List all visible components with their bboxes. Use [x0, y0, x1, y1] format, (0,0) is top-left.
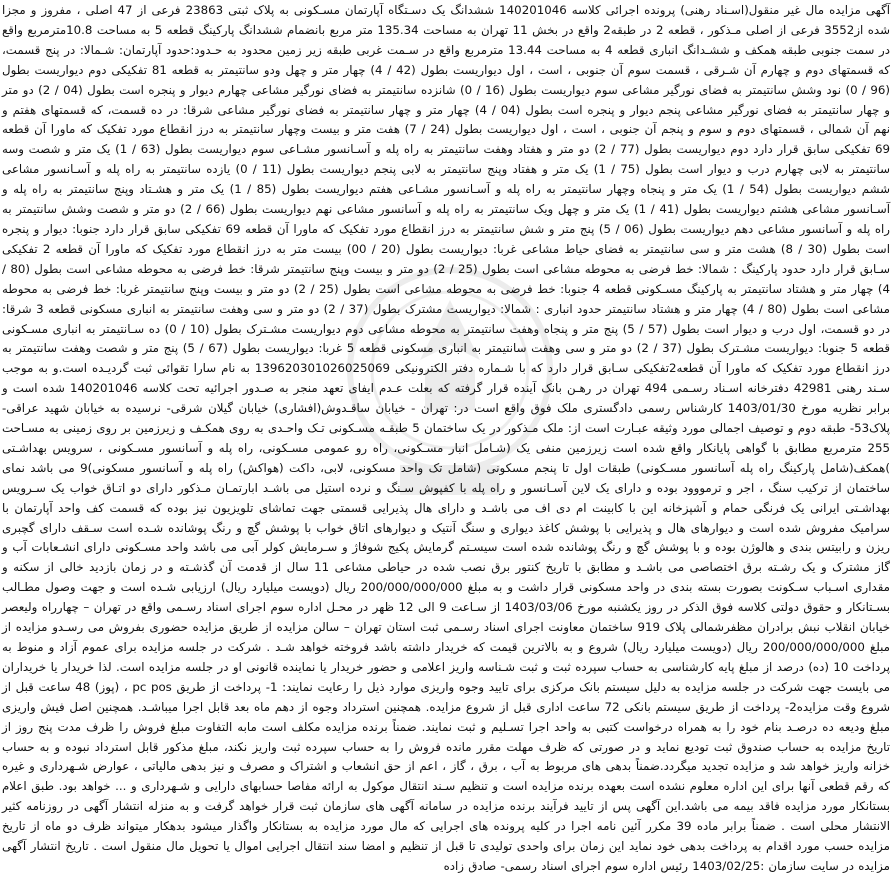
auction-notice-text: آگهی مزایده مال غیر منقول(اسـناد رهنی) پرونده اجرائی کلاسه 140201046 ششدانگ یک دسـتگاه آپارتمان مسـکونی به پلاک ثبتی 23863 فرعی از 47 اصلی ، مفروز و مجزا شده از3552 فرعی از اصلی مـذکور ، قطعه 2 در طبقه2 واقع در بخش 11 تهران به مساحت 135.34 متر مربع بانضمام ششدانگ پارکینگ قطعه 5 به مساحت 10.8مترمربع واقع در سمت جنوبی طبقه همکف و ششـدانگ انباری قطعه 4 به مساحت 13.44 مترمربع واقع در سـمت غربی طبقه زیر زمین محدود به حـدود:حدود آپارتمان: شـمالا: در پنج قسمت، که قسمتهای دوم و چهارم آن شـرقی ، قسمت سوم آن جنوبی ، است ، اول دیواریست بطول (42 / 4) چهار متر و چهل ودو سانتیمتر به قطعه 81 تفکیکی دوم دیواریست بطول (96 / 0) نود وشش سانتیمتر به فضای نورگیر مشاعی سوم دیواریست بطول (16 / 0) شانزده سانتیمتر به فضای نورگیر مشاعی چهارم دیوار و پنجره است بطول (04 / 2) دو متر و چهار سانتیمتر به فضای نورگیر مشاعی پنجم دیوار و پنجره است بطول (04 / 4) چهار متر و چهار سانتیمتر به فضای نورگیر مشاعی شرقا: در ده قسمت، که قسمتهای هفتم و نهم آن شمالی ، قسمتهای دوم و سوم و پنجم آن جنوبی ، است ، اول دیواریست بطول (24 / 7) هفت متر و بیست وچهار سانتیمتر به درز انقطاع مورد تفکیک که ماورا آن قطعه 69 تفکیکی سابق قرار دارد دوم دیواریست بطول (77 / 2) دو متر و هفتاد وهفت سانتیمتر به راه پله و آسـانسور مشـاعی سوم دیواریست بطول (63 / 1) یک متر و شصت وسه سانتیمتر به لابی چهارم درب و دیوار است بطول (75 / 1) یک متر و هفتاد وپنج سانتیمتر به لابی پنجم دیواریست بطول (11 / 0) یازده سانتیمتر به راه پله و آسـانسور مشاعی ششم دیواریست بطول (54 / 1) یک متر و پنجاه وچهار سانتیمتر به راه پله و آسـانسور مشـاعی هفتم دیواریست بطول (85 / 1) یک متر و هشـتاد وپنج سانتیمتر به راه پله و آسـانسور مشاعی هشتم دیواریست بطول (41 / 1) یک متر و چهل ویک سانتیمتر به راه پله و آسانسور مشاعی نهم دیواریست بطول (66 / 2) دو متر و شصت وشش سانتیمتر به راه پله و آسانسور مشاعی دهم دیواریست بطول (06 / 5) پنج متر و شش سانتیمتر به درز انقطاع مورد تفکیک که ماورا آن قطعه 69 تفکیکی سابق قرار دارد جنوبا: دیوار و پنجره است بطول (30 / 8) هشت متر و سی سانتیمتر به فضای حیاط مشاعی غربا: دیواریست بطول (20 / 00) بیست متر به درز انقطاع مورد تفکیک که ماورا آن قطعه 2 تفکیکی سـابق قرار دارد حدود پارکینگ : شمالا: خط فرضی به محوطه مشاعی است بطول (25 / 2) دو متر و بیست وپنج سانتیمتر شرقا: خط فرضی به محوطه مشاعی است بطول (80 / 4) چهار متر و هشتاد سانتیمتر به پارکینگ مسـکونی قطعه 4 جنوبا: خط فرضی به محوطه مشاعی است بطول (25 / 2) دو متر و بیست وپنج سانتیمتر غربا: خط فرضی به محوطه مشاعی است بطول (80 / 4) چهار متر و هشتاد سانتیمتر حدود انباری : شمالا: دیواریست مشترک بطول (37 / 2) دو متر و سی وهفت سانتیمتر به انباری مسکونی قطعه 3 شرقا: در دو قسمت، اول درب و دیوار است بطول (57 / 5) پنج متر و پنجاه وهفت سانتیمتر به محوطه مشاعی دوم دیواریست مشـترک بطول (10 / 0) ده سـانتیمتر به انباری مسـکونی قطعه 5 جنوبا: دیواریست مشـترک بطول (37 / 2) دو متر و سی وهفت سانتیمتر به انباری مسکونی قطعه 5 غربا: دیواریست بطول (67 / 5) پنج متر و شصت وهفت سانتیمتر به درز انقطاع مورد تفکیک که ماورا آن قطعه2تفکیکی سـابق قرار دارد که با شـماره دفتر الکترونیکی 139620301026025069 به نام سارا تقوائی ثبت گردیـده است.و به موجب سـند رهنی 42981 دفترخانه اسـناد رسـمی 494 تهران در رهـن بانک آینده قرار گرفته که بعلت عـدم ایفای تعهد منجر به صـدور اجرائیه تحت کلاسه 140201046 شده است و برابر نظریه مورخ 1403/01/30 کارشناس رسمی دادگستری ملک فوق واقع است در: تهران - خیابان ساقـدوش(افشاری) خیابان گیلان شرقی- نرسیده به خیابان شهید عراقی-پلاک53- طبقه دوم و توصیف اجمالی مورد وثیقه عبـارت است از: ملک مـذکور در یک ساختمان 5 طبقـه مسـکونی تـک واحـدی به روی همکـف و زیرزمین بر روی زمینی به مسـاحت 255 مترمربع مطابق با گواهی پایانکار واقع شده است زیرزمین منفی یک (شـامل انبار مسـکونی، راه رو عمومی مسـکونی، راه پله و آسانسور مسـکونی ، سرویس بهداشـتی )همکف(شامل پارکینگ راه پله آسانسور مسـکونی) طبقات اول تا پنجم مسکونی (شامل تک واحد مسکونی، لابی، داکت (هواکش) راه پله و آسانسور مسکونی)9 می باشد نمای ساختمان از ترکیب سنگ ، اجر و ترمووود بوده و دارای یک لاین آسـانسور و راه پله با کفپوش سـنگ و نرده استیل می باشـد ابارتمـان مـذکور دارای دو اتـاق خواب یک سـرویس بهداشـتی ایرانی یک فرنگی حمام و آشپزخانه این با کابینت ام دی اف می باشـد و دارای هال پذیرایی قسمتی جهت تماشای تلویزیون نیز بوده که قسمت کف واحد آپارتمان با سرامیک مفروش شده است و دیوارهای هال و پذیرایی با پوشش کاغذ دیواری و سنگ آنتیک و دیوارهای اتاق خواب با پوشش گچ و رنگ پوشانده شـده است سـقف دارای گچبری ریزن و رابیتس بندی و هالوژن بوده و با پوشش گچ و رنگ پوشانده شده است سیسـتم گرمایش پکیج شوفاژ و سـرمایش کولر آبی می باشد واحد مسـکونی دارای انشـعابات آب و گاز مشترک و یک رشـته برق اختصاصی می باشـد و مطابق با تاریخ کنتور برق نصب شده در حیاطی مشاعی 11 سال از قدمت آن گذشـته و در زمان بازدید خالی از سکنه و مقداری اسـباب سـکونت بصورت بسته بندی در واحد مسکونی قرار داشت و به مبلغ 200/000/000/000 ریال (دویست میلیارد ریال) ارزیابی شـده است و جهت وصول مطـالب بسـتانکار و حقوق دولتی کلاسه فوق الذکر در روز یکشنبه مورخ 1403/03/06 از سـاعت 9 الی 12 ظهر در محـل اداره سوم اجرای اسناد رسـمی واقع در تهران – چهارراه ولیعصر خیابان انقلاب نبش برادران مظفرشمالی پلاک 919 ساختمان معاونت اجرای اسناد رسـمی ثبت استان تهران – سالن مزایده از طریق مزایده حضوری بفروش می رسـدو مزایده از مبلغ 200/000/000/000 ریال (دویست میلیارد ریال) شروع و به بالاترین قیمت که خریدار داشته باشد فروخته خواهد شـد . شرکت در جلسه مزایده برای عموم آزاد و منوط به پرداخت 10 (ده) درصد از مبلغ پایه کارشناسی به حساب سپرده ثبت و ثبت شـناسه واریز اعلامی و حضور خریدار یا نماینده قانونی او در جلسه مزایده است. لذا خریدار یا خریداران می بایست جهت شرکت در جلسه مزایده به دلیل سیستم بانک مرکزی برای تایید وجوه واریزی موارد ذیل را رعایت نمایند: 1- پرداخت از طریق pc pos ، (پوز) 48 ساعت قبل از شروع وقت مزایده2- پرداخت از طریق سیستم بانکی 72 ساعت اداری قبل از شروع مزایده. همچنین استرداد وجوه از دهم ماه بعد قابل اجرا میباشـد. همچنین اصل فیش واریزی مبلغ ودیعه ده درصـد بنام خود را به همراه درخواست کتبی به واحد اجرا تسـلیم و ثبت نمایند. ضمناً برنده مزایده مکلف است مابه التفاوت مبلغ فروش را ظرف مدت پنج روز از تاریخ مزایده به حساب صندوق ثبت تودیع نماید و در صورتی که ظرف مهلت مقرر مانده فروش را به حساب سپرده ثبت واریز نکند، مبلغ مذکور قابل استرداد نبوده و به حساب خزانه واریز خواهد شد و مزایده تجدید میگردد.ضمناً بدهی های مربوط به آب ، برق ، گاز ، اعم از حق انشعاب و اشتراک و مصرف و نیز بدهی مالیاتی ، عوارض شـهرداری و غیره که رقم قطعی آنها برای این اداره معلوم نشده است بعهده برنده مزایده است و تنظیم سـند انتقال موکول به ارائه مفاصا حسابهای دارایی و شـهرداری و ... خواهد بود. طبق اعلام بستانکار مورد مزایده فاقد بیمه می باشد.این آگهی پس از تایید فرآیند برنده مزایده در سامانه آگهی های سازمان ثبت قرار خواهد گرفت و به منزله انتشار آگهی در روزنامه کثیر الانتشار محلی است . ضمناً برابر ماده 39 مکرر آئین نامه اجرا در کلیه پرونده های اجرایی که مال مورد مزایده به بستانکار واگذار میشود بدهکار میتواند ظرف دو ماه از تاریخ مزایده حسب مورد اقدام به پرداخت بدهی خود نماید این زمان برای واحدی تولیدی تا قبل از تنظیم و امضا سند انتقال اجرایی اموال یا تحویل مال منقول است . تاریخ انتشار آگهی مزایده در سایت سازمان :1403/02/25 رئیس اداره سوم اجرای اسناد رسمی- صادق زاده	[2, 3, 891, 873]
